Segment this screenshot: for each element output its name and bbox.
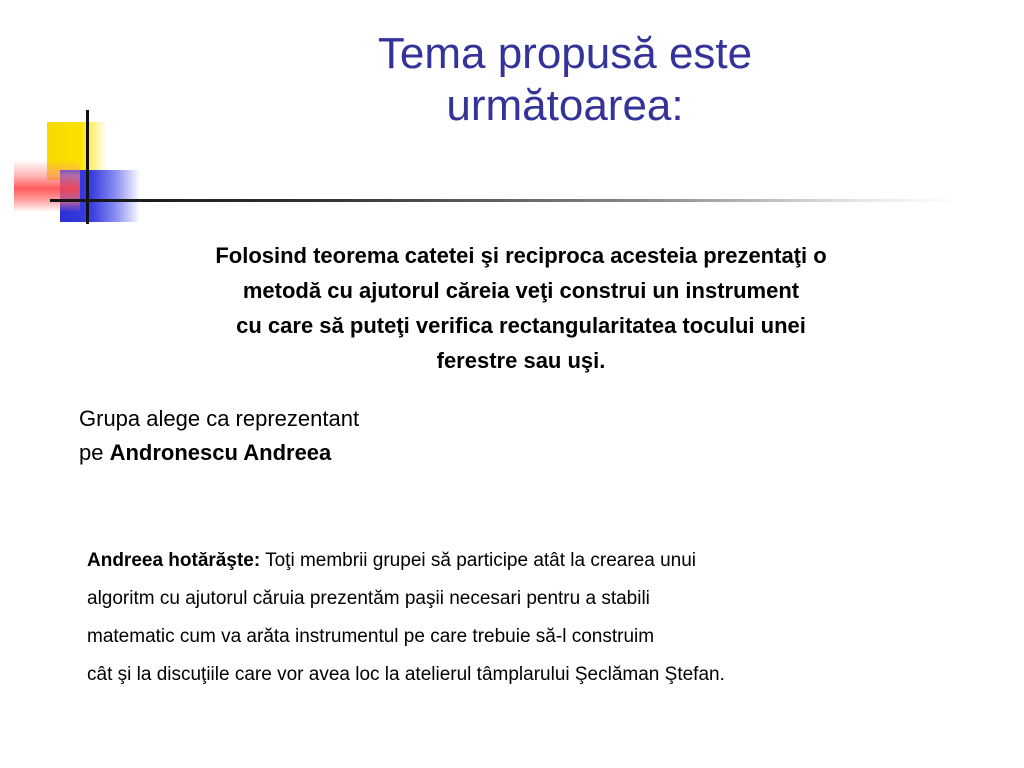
group-representative (79, 402, 579, 470)
slide-title (300, 28, 830, 132)
decision-text: Toţi membrii grupei să participe atât la crearea unui (260, 550, 696, 571)
decision-line-2: algoritm cu ajutorul căruia prezentăm paşii necesari pentru a stabili (87, 588, 650, 609)
title-divider (50, 199, 960, 202)
vertical-rule (86, 110, 89, 224)
problem-line: cu care să puteţi verifica rectangularitatea tocului unei (236, 313, 806, 338)
decision-paragraph (87, 542, 987, 694)
title-line-1: Tema propusă este (377, 29, 753, 78)
group-prefix: pe (79, 440, 110, 465)
red-square-icon (14, 160, 80, 212)
title-line-2: următoarea: (446, 81, 684, 130)
decision-line-3: matematic cum va arăta instrumentul pe care trebuie să-l construim (87, 626, 655, 647)
group-line-1: Grupa alege ca reprezentant (79, 406, 360, 431)
problem-line: metodă cu ajutorul căreia veţi construi un instrument (242, 278, 800, 303)
decision-line-1 (87, 542, 987, 580)
decision-label: Andreea hotărăşte: (87, 550, 261, 571)
group-line-2 (79, 436, 579, 470)
problem-line: Folosind teorema catetei şi reciproca acesteia prezentaţi o (215, 243, 827, 268)
problem-line: ferestre sau uşi. (436, 348, 606, 373)
representative-name: Andronescu Andreea (109, 440, 332, 465)
decision-line-4: cât şi la discuţiile care vor avea loc la atelierul tâmplarului Şeclăman Ştefan. (87, 664, 725, 685)
problem-statement (100, 238, 942, 378)
